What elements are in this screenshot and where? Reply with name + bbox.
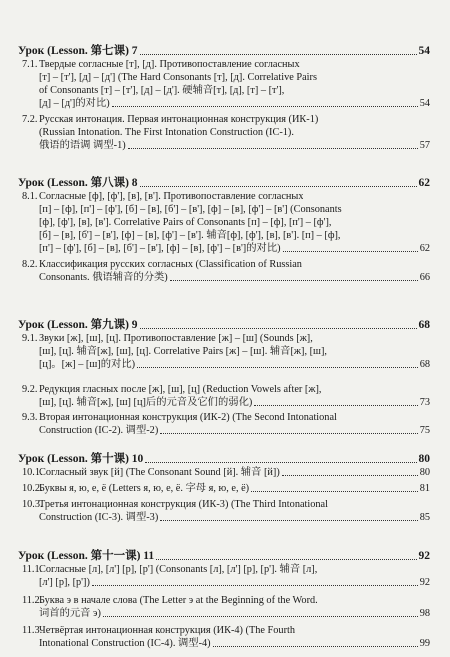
entry-page-number: 62	[419, 243, 430, 254]
entry-text: Звуки [ж], [ш], [ц]. Противопоставление [ж] – [ш] (Sounds [ж],	[39, 333, 313, 344]
lesson-title: Урок (Lesson. 第八课) 8	[18, 177, 138, 189]
entry-page-number: 99	[419, 638, 430, 649]
leader-dots	[137, 367, 418, 368]
entry-line	[22, 216, 430, 229]
leader-dots	[213, 646, 418, 647]
entry-line	[22, 383, 430, 396]
entry-number: 9.3.	[22, 412, 38, 423]
entry-page-number: 98	[419, 608, 430, 619]
toc-entry[interactable]	[22, 498, 430, 524]
entry-line	[22, 242, 430, 255]
entry-line	[22, 97, 430, 110]
entry-number: 11.2.	[22, 595, 43, 606]
entry-number: 9.1.	[22, 333, 38, 344]
leader-dots	[92, 585, 418, 586]
entry-line	[22, 466, 430, 479]
leader-dots	[140, 328, 417, 329]
entry-number: 7.2.	[22, 114, 38, 125]
entry-text: Редукция гласных после [ж], [ш], [ц] (Reduction Vowels after [ж],	[39, 384, 322, 395]
entry-line	[22, 126, 430, 139]
entry-text: Третья интонационная конструкция (ИК-3) (The Third Intonational	[39, 499, 328, 510]
leader-dots	[156, 559, 416, 560]
entry-number: 10.1.	[22, 467, 43, 478]
toc-entry[interactable]	[22, 563, 430, 589]
lesson-heading[interactable]	[18, 318, 430, 332]
entry-text: [ц]。[ж] – [ш]的对比)	[39, 359, 136, 370]
toc-entry[interactable]	[22, 383, 430, 409]
lesson-heading[interactable]	[18, 452, 430, 466]
entry-text: [ф], [ф'], [в], [в']. Correlative Pairs of Consonants [п] – [ф], [п'] – [ф'],	[39, 217, 332, 228]
toc-entry[interactable]	[22, 624, 430, 650]
entry-text: [л'] [р], [р'])	[39, 577, 90, 588]
entry-page-number: 73	[419, 397, 430, 408]
leader-dots	[283, 251, 418, 252]
lesson-heading[interactable]	[18, 176, 430, 190]
leader-dots	[140, 186, 417, 187]
entry-text: [п] – [ф], [п'] – [ф'], [б] – [в], [б'] – [в'], [ф] – [в], [ф'] – [в'] (Consonants	[39, 204, 342, 215]
lesson-page-number: 54	[418, 45, 430, 57]
entry-text: Construction (IC-3). 调型-3)	[39, 512, 159, 523]
lesson-title: Урок (Lesson. 第九课) 9	[18, 319, 138, 331]
entry-text: [т] – [т'], [д] – [д'] (The Hard Consonants [т], [д]. Correlative Pairs	[39, 72, 317, 83]
entry-number: 11.1.	[22, 564, 43, 575]
toc-entry[interactable]	[22, 58, 430, 110]
leader-dots	[160, 520, 417, 521]
entry-line	[22, 332, 430, 345]
entry-line	[22, 482, 430, 495]
entry-line	[22, 396, 430, 409]
entry-number: 10.2.	[22, 483, 43, 494]
lesson-page-number: 68	[418, 319, 430, 331]
entry-text: Construction (IC-2). 调型-2)	[39, 425, 159, 436]
entry-text: Согласный звук [й] (The Consonant Sound [й]. 辅音 [й])	[39, 467, 280, 478]
entry-page-number: 80	[419, 467, 430, 478]
entry-line	[22, 411, 430, 424]
toc-entry[interactable]	[22, 594, 430, 620]
entry-line	[22, 139, 430, 152]
entry-page-number: 92	[419, 577, 430, 588]
leader-dots	[254, 405, 417, 406]
lesson-page-number: 62	[418, 177, 430, 189]
entry-text: Согласные [л], [л'] [р], [р'] (Consonants [л], [л'] [р], [р']. 辅音 [л],	[39, 564, 318, 575]
entry-number: 10.3.	[22, 499, 43, 510]
entry-text: Твердые согласные [т], [д]. Противопоставление согласных	[39, 59, 300, 70]
entry-line	[22, 229, 430, 242]
lesson-heading[interactable]	[18, 549, 430, 563]
toc-entry[interactable]	[22, 113, 430, 152]
entry-line	[22, 271, 430, 284]
toc-entry[interactable]	[22, 482, 430, 495]
entry-page-number: 54	[419, 98, 430, 109]
entry-line	[22, 258, 430, 271]
entry-text: Классификация русских согласных (Classification of Russian	[39, 259, 302, 270]
entry-text: Четвёртая интонационная конструкция (ИК-4) (The Fourth	[39, 625, 296, 636]
entry-text: [б] – [в], [б'] – [в'], [ф] – [в], [ф'] – [в']. 辅音[ф], [ф'], [в], [в']. [п] – [ф],	[39, 230, 341, 241]
entry-text: Intonational Construction (IC-4). 调型-4)	[39, 638, 211, 649]
entry-page-number: 68	[419, 359, 430, 370]
entry-text: Буквы я, ю, е, ё (Letters я, ю, е, ё. 字母 я, ю, е, ё)	[39, 483, 250, 494]
entry-line	[22, 576, 430, 589]
entry-text: Согласные [ф], [ф'], [в], [в']. Противопоставление согласных	[39, 191, 304, 202]
entry-text: [п'] – [ф'], [б] – [в], [б'] – [в'], [ф] – [в], [ф'] – [в']的对比)	[39, 243, 281, 254]
toc-entry[interactable]	[22, 466, 430, 479]
entry-line	[22, 563, 430, 576]
entry-page-number: 81	[419, 483, 430, 494]
lesson-title: Урок (Lesson. 第七课) 7	[18, 45, 138, 57]
entry-line	[22, 424, 430, 437]
entry-text: Consonants. 俄语辅音的分类)	[39, 272, 168, 283]
leader-dots	[145, 462, 416, 463]
entry-line	[22, 498, 430, 511]
entry-number: 9.2.	[22, 384, 38, 395]
entry-text: of Consonants [т] – [т'], [д] – [д']. 硬辅音[т], [д], [т] – [т'],	[39, 85, 285, 96]
entry-line	[22, 511, 430, 524]
entry-line	[22, 345, 430, 358]
entry-text: [ш], [ц]. 辅音[ж], [ш] [ц]后的元音及它们的弱化)	[39, 397, 253, 408]
lesson-page-number: 92	[418, 550, 430, 562]
leader-dots	[103, 616, 418, 617]
entry-line	[22, 358, 430, 371]
entry-page-number: 75	[419, 425, 430, 436]
leader-dots	[128, 148, 418, 149]
lesson-page-number: 80	[418, 453, 430, 465]
toc-entry[interactable]	[22, 190, 430, 255]
leader-dots	[251, 491, 418, 492]
entry-page-number: 57	[419, 140, 430, 151]
entry-text: 俄语的语调 调型-1)	[39, 140, 126, 151]
entry-line	[22, 624, 430, 637]
leader-dots	[140, 54, 417, 55]
entry-line	[22, 84, 430, 97]
entry-text: Вторая интонационная конструкция (ИК-2) (The Second Intonational	[39, 412, 337, 423]
entry-line	[22, 190, 430, 203]
toc-entry[interactable]	[22, 332, 430, 371]
toc-entry[interactable]	[22, 258, 430, 284]
entry-text: (Russian Intonation. The First Intonation Construction (IC-1).	[39, 127, 294, 138]
entry-text: Русская интонация. Первая интонационная конструкция (ИК-1)	[39, 114, 319, 125]
leader-dots	[170, 280, 418, 281]
entry-text: [ш], [ц]. 辅音[ж], [ш], [ц]. Correlative Pairs [ж] – [ш]. 辅音[ж], [ш],	[39, 346, 327, 357]
entry-number: 8.2.	[22, 259, 38, 270]
leader-dots	[160, 433, 417, 434]
entry-line	[22, 203, 430, 216]
leader-dots	[282, 475, 418, 476]
entry-line	[22, 637, 430, 650]
entry-text: 词首的元音 э)	[39, 608, 101, 619]
entry-page-number: 85	[419, 512, 430, 523]
entry-number: 11.3.	[22, 625, 43, 636]
lesson-heading[interactable]	[18, 44, 430, 58]
entry-text: [д] – [д']的对比)	[39, 98, 110, 109]
entry-number: 8.1.	[22, 191, 38, 202]
entry-line	[22, 594, 430, 607]
entry-page-number: 66	[419, 272, 430, 283]
toc-entry[interactable]	[22, 411, 430, 437]
leader-dots	[112, 106, 418, 107]
entry-line	[22, 607, 430, 620]
entry-number: 7.1.	[22, 59, 38, 70]
entry-line	[22, 71, 430, 84]
lesson-title: Урок (Lesson. 第十一课) 11	[18, 550, 155, 562]
entry-line	[22, 113, 430, 126]
entry-line	[22, 58, 430, 71]
entry-text: Буква э в начале слова (The Letter э at the Beginning of the Word.	[39, 595, 318, 606]
lesson-title: Урок (Lesson. 第十课) 10	[18, 453, 144, 465]
